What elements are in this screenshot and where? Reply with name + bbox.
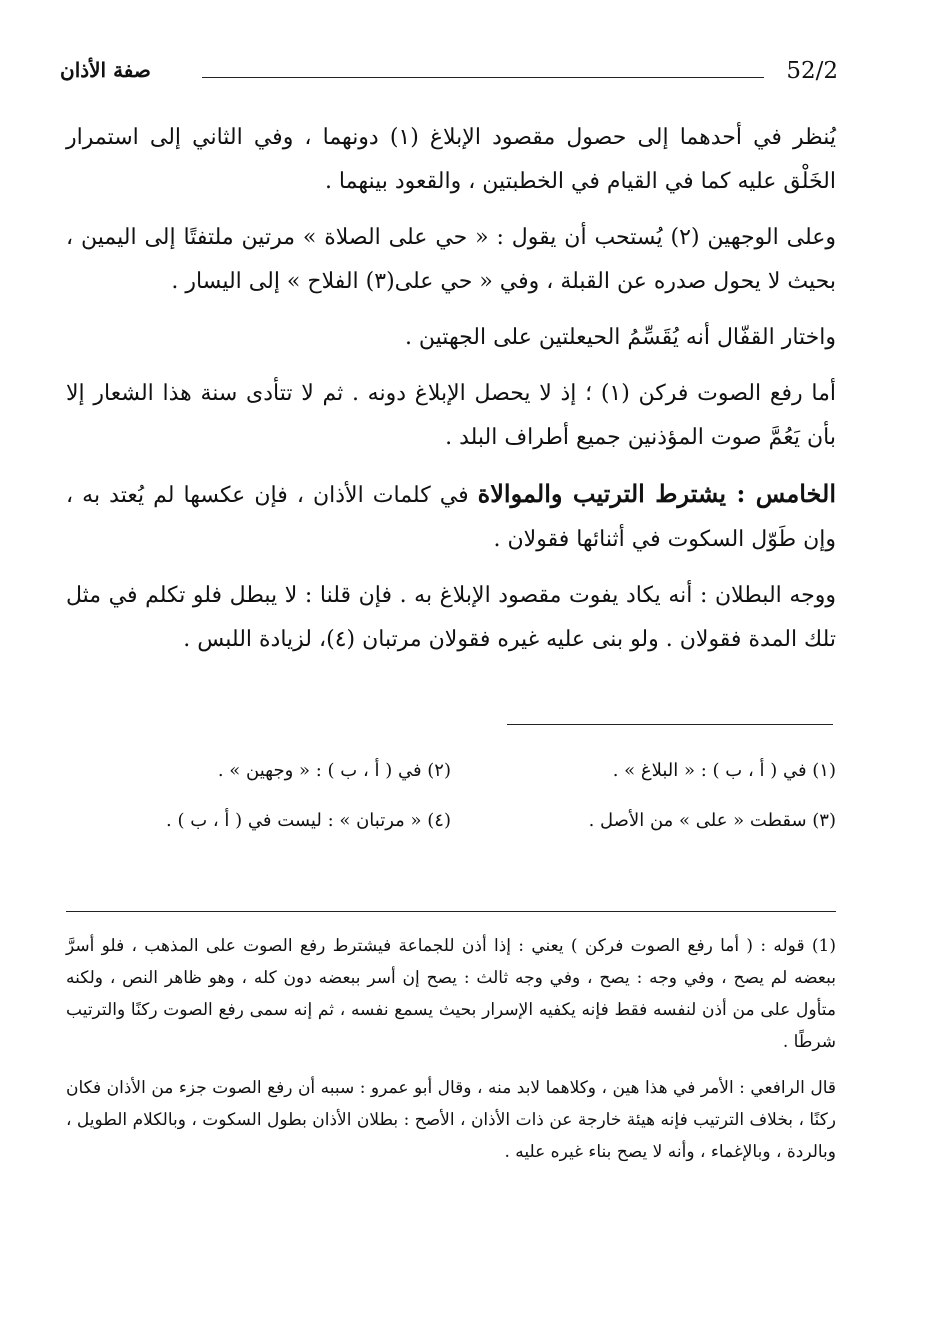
paragraph-lead: الخامس : يشترط الترتيب والموالاة: [477, 479, 836, 508]
page-header: [60, 58, 838, 94]
paragraph: ووجه البطلان : أنه يكاد يفوت مقصود الإبلاغ به . فإن قلنا : لا يبطل فلو تكلم في مثل تلك المدة فقولان . ولو بنى عليه غيره فقولان مرتبان (٤)، لزيادة اللبس .: [66, 583, 836, 652]
footnote-item: (٢) في ( أ ، ب ) : « وجهين » .: [217, 760, 451, 781]
paragraph: أما رفع الصوت فركن (١) ؛ إذ لا يحصل الإبلاغ دونه . ثم لا تتأدى سنة هذا الشعار إلا بأن يَعُمَّ صوت المؤذنين جميع أطراف البلد .: [66, 381, 836, 450]
commentary-paragraph: (1) قوله : ( أما رفع الصوت فركن ) يعني : إذا أذن للجماعة فيشترط رفع الصوت على المذهب ، فلو أسرَّ ببعضه لم يصح ، وفي وجه : يصح ، وفي وجه ثالث : يصح إن أسر ببعضه دون كله ، وهو ظاهر النص ، ولكنه متأول على من أذن لنفسه فقط فإنه يكفيه الإسرار بحيث يسمع نفسه ، ثم إنه سمى رفع الصوت ركنًا والترتيب شرطًا .: [66, 936, 836, 1052]
commentary-notes: [66, 930, 836, 1182]
running-title: صفة الأذان: [60, 58, 151, 82]
paragraph-rest: في كلمات الأذان ، فإن عكسها لم يُعتد به ، وإن طَوّل السكوت في أثنائها فقولان .: [66, 483, 836, 552]
paragraph-fifth: [66, 472, 836, 562]
footnote-divider: [507, 724, 833, 725]
variant-footnotes: [66, 756, 836, 836]
commentary-paragraph: قال الرافعي : الأمر في هذا هين ، وكلاهما لابد منه ، وقال أبو عمرو : سببه أن رفع الصوت جزء من الأذان فكان ركنًا ، بخلاف الترتيب فإنه هيئة خارجة عن ذات الأذان ، الأصح : بطلان الأذان بطول السكوت ، وبالكلام الطويل ، وبالردة ، وبالإغماء ، وأنه لا يصح بناء غيره عليه .: [66, 1078, 837, 1162]
page-number: 52/2: [786, 58, 838, 84]
paragraph: واختار القفّال أنه يُقَسِّمُ الحيعلتين على الجهتين .: [404, 325, 836, 350]
footnote-item: (٤) « مرتبان » : ليست في ( أ ، ب ) .: [166, 810, 451, 831]
paragraph: وعلى الوجهين (٢) يُستحب أن يقول : « حي على الصلاة » مرتين ملتفتًا إلى اليمين ، بحيث لا يحول صدره عن القبلة ، وفي « حي على(٣) الفلاح » إلى اليسار .: [66, 225, 836, 294]
footnote-item: (١) في ( أ ، ب ) : « البلاغ » .: [612, 760, 836, 781]
commentary-divider: [66, 911, 836, 912]
paragraph: يُنظر في أحدهما إلى حصول مقصود الإبلاغ (١) دونهما ، وفي الثاني إلى استمرار الخَلْق عليه كما في القيام في الخطبتين ، والقعود بينهما .: [66, 125, 836, 194]
main-text: [66, 116, 836, 674]
header-rule: [202, 77, 764, 78]
footnote-item: (٣) سقطت « على » من الأصل .: [588, 810, 836, 831]
